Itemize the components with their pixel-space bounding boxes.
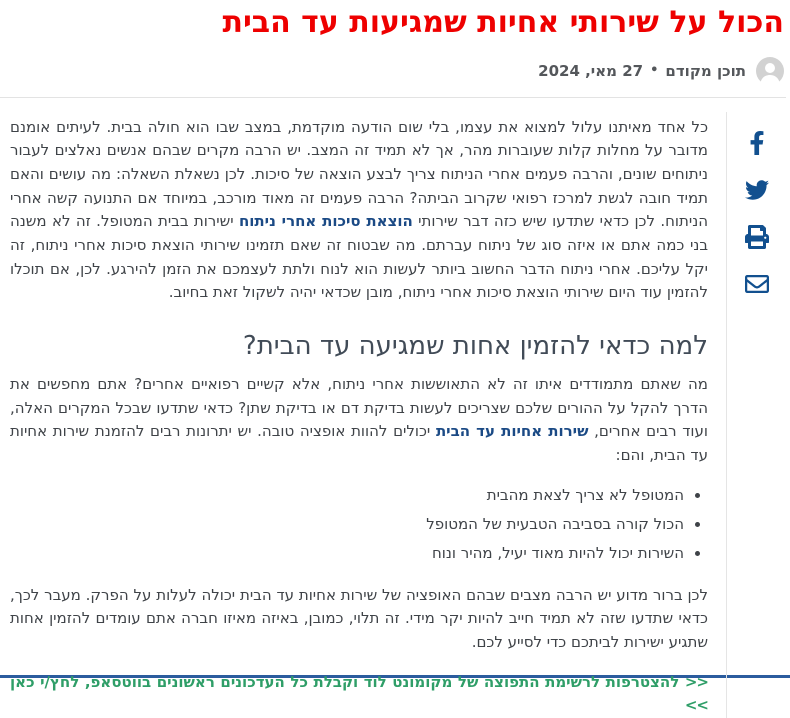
header-divider: [0, 97, 786, 98]
home-nurse-service-link[interactable]: שירות אחיות עד הבית: [435, 422, 589, 441]
facebook-share-button[interactable]: [744, 130, 770, 156]
paragraph-2: [10, 373, 708, 468]
email-share-button[interactable]: [744, 271, 770, 297]
share-rail: [726, 112, 786, 718]
section-heading: למה כדאי להזמין אחות שמגיעה עד הבית?: [242, 331, 708, 361]
cta-text: להצטרפות לרשימת התפוצה של מקומונט לוד וקבלת כל העדכונים ראשונים בווטסאפ, לחץ/י כאן: [10, 672, 680, 691]
avatar: [756, 57, 784, 85]
publish-date: 27 מאי, 2024: [538, 61, 644, 80]
list-item: • הכול קורה בסביבה הטבעית של המטופל: [10, 513, 684, 536]
print-button[interactable]: [744, 224, 770, 250]
benefits-list: [10, 484, 708, 566]
paragraph-3: לכן ברור מדוע יש הרבה מצבים שבהם האופציה של שירות אחיות עד הבית יכולה לעלות על הפרק. מעבר לכך, כדאי שתדעו שזה לא תמיד חייב להיות יקר מידי. זה תלוי, כמובן, באיזה מאיזו חברה אתם עומדים להזמין אחות שתגיע ישירות לביתכם כדי לסייע לכם.: [10, 585, 708, 651]
list-item: • המטופל לא צריך לצאת מהבית: [10, 484, 684, 507]
paragraph-2-text-after: יכולים להוות אופציה טובה. יש יתרונות רבים להזמנת שירות אחיות עד הבית, והם:: [10, 422, 708, 465]
byline-separator: •: [650, 63, 659, 78]
whatsapp-signup-link[interactable]: [10, 673, 708, 715]
content-type-label: תוכן מקודם: [665, 61, 746, 80]
byline: [2, 57, 784, 85]
twitter-icon: [745, 178, 769, 202]
twitter-share-button[interactable]: [744, 177, 770, 203]
article-body-row: [0, 112, 786, 718]
article-page: [0, 4, 790, 718]
stitch-removal-service-link[interactable]: הוצאת סיכות אחרי ניתוח: [238, 212, 413, 231]
chevrons-left-icon: <<: [684, 696, 708, 715]
cta-line: [10, 671, 708, 718]
chevrons-right-icon: >>: [684, 672, 708, 691]
list-item: • השירות יכול להיות מאוד יעיל, מהיר ונוח: [10, 542, 684, 565]
paragraph-1-text-after: ישירות בבית המטופל. זה לא משנה בני כמה אתם או איזה סוג של ניתוח עברתם. מה שבטוח זה שאם תזמינו שירותי הוצאת סיכות אחרי ניתוח, זה יקל עליכם. אחרי ניתוח הדבר החשוב ביותר לעשות הוא לנוח ולתת לעצמכם את הזמן להירגע. לכן, אם תוכלו להזמין עוד היום שירותי הוצאת סיכות אחרי ניתוח, מובן שכדאי יהיה לשקול זאת בחיוב.: [10, 212, 708, 302]
paragraph-2-text-before: מה שאתם מתמודדים איתו זה לא התאוששות אחרי ניתוח, אלא קשיים רפואיים אחרים? אתם מחפשים את הדרך להקל על ההורים שלכם שצריכים לעשות בדיקת דם או בדיקת שתן? כדאי שתדעו שבכל המקרים האלה, ועוד רבים אחרים,: [10, 375, 708, 441]
byline-text: [538, 62, 746, 80]
email-icon: [745, 272, 769, 296]
paragraph-1-text-before: כל אחד מאיתנו עלול למצוא את עצמו, בלי שום הודעה מוקדמת, במצב שבו הוא חולה בבית. לעיתים אומנם מדובר על מחלות קלות שעוברות מהר, אך לא תמיד זה המצב. יש הרבה מקרים שבהם אנשים נאלצים לעבור ניתוחים שונים, והרבה פעמים אחרי הניתוח צריך לבצע הוצאה של סיכות. לכן נשאלת השאלה: מה עושים והאם תמיד חובה לגשת למרכז רפואי שקרוב הביתה? הרבה פעמים זה מאוד מורכב, במיוחד אם התנועה קשה אחרי הניתוח. לכן כדאי שתדעו שיש כזה דבר שירותי: [10, 117, 708, 231]
print-icon: [745, 225, 769, 249]
facebook-icon: [745, 131, 769, 155]
paragraph-1: [10, 116, 708, 306]
article-content: [0, 112, 726, 718]
article-title: הכול על שירותי אחיות שמגיעות עד הבית: [222, 5, 784, 40]
